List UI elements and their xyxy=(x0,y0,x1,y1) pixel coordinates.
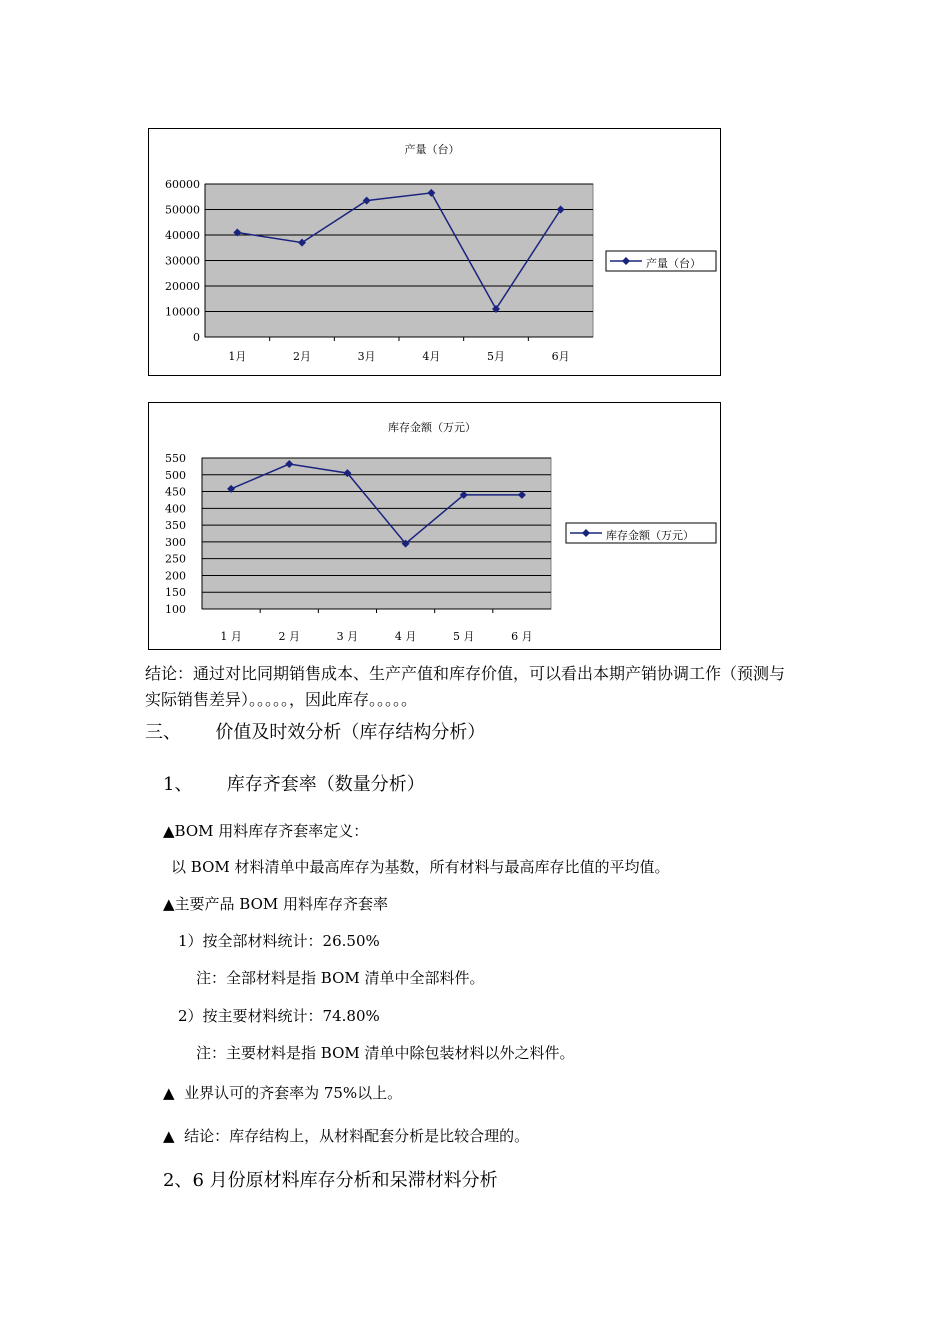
y-tick-label: 550 xyxy=(165,452,186,465)
chart-title: 库存金额（万元） xyxy=(388,421,476,434)
subsection-1-heading: 1、 库存齐套率（数量分析） xyxy=(163,774,425,795)
note-all-materials: 注：全部材料是指 BOM 清单中全部料件。 xyxy=(196,969,485,987)
y-tick-label: 150 xyxy=(165,586,186,600)
legend-label: 库存金额（万元） xyxy=(606,529,694,542)
inventory-value-chart xyxy=(148,402,721,650)
conclusion-line-2: 实际销售差异）。。。。。，因此库存。。。。。 xyxy=(145,690,418,709)
stat-main-materials: 2）按主要材料统计：74.80% xyxy=(178,1007,380,1025)
x-tick-label: 2 月 xyxy=(278,630,300,643)
y-tick-label: 250 xyxy=(165,552,186,566)
y-tick-label: 50000 xyxy=(165,203,200,217)
y-tick-label: 40000 xyxy=(165,229,200,242)
y-tick-label: 500 xyxy=(165,468,186,482)
x-tick-label: 5月 xyxy=(487,350,505,363)
definition-body: 以 BOM 材料清单中最高库存为基数，所有材料与最高库存比值的平均值。 xyxy=(171,858,670,876)
y-tick-label: 300 xyxy=(165,535,186,549)
conclusion-line-1: 结论：通过对比同期销售成本、生产产值和库存价值，可以看出本期产销协调工作（预测与 xyxy=(145,664,786,683)
note-main-materials: 注：主要材料是指 BOM 清单中除包装材料以外之料件。 xyxy=(196,1044,575,1062)
chart-title: 产量（台） xyxy=(404,143,460,156)
x-tick-label: 4 月 xyxy=(394,630,417,643)
y-tick-label: 100 xyxy=(165,603,186,616)
y-tick-label: 30000 xyxy=(165,254,200,268)
y-tick-label: 200 xyxy=(165,569,186,583)
x-tick-label: 4月 xyxy=(422,350,441,363)
x-tick-label: 6月 xyxy=(551,350,570,363)
section-3-heading: 三、 价值及时效分析（库存结构分析） xyxy=(145,722,486,743)
production-chart xyxy=(148,128,721,376)
inventory-value-chart-svg xyxy=(149,403,722,651)
x-tick-label: 2月 xyxy=(293,350,311,363)
structure-conclusion: ▲ 结论：库存结构上，从材料配套分析是比较合理的。 xyxy=(163,1127,530,1145)
x-tick-label: 1月 xyxy=(228,350,247,363)
production-chart-svg xyxy=(149,129,722,377)
x-tick-label: 3月 xyxy=(357,350,376,363)
y-tick-label: 450 xyxy=(165,485,186,499)
x-tick-label: 1 月 xyxy=(220,630,242,643)
legend-label: 产量（台） xyxy=(646,257,701,270)
x-tick-label: 3 月 xyxy=(336,630,359,643)
x-tick-label: 6 月 xyxy=(511,630,533,643)
definition-title: ▲BOM 用料库存齐套率定义： xyxy=(163,822,369,840)
y-tick-label: 20000 xyxy=(165,280,200,293)
y-tick-label: 60000 xyxy=(165,178,200,191)
main-products-title: ▲主要产品 BOM 用料库存齐套率 xyxy=(163,895,389,913)
y-tick-label: 350 xyxy=(165,519,186,533)
y-tick-label: 400 xyxy=(165,502,186,516)
industry-benchmark: ▲ 业界认可的齐套率为 75%以上。 xyxy=(163,1084,403,1102)
plot-area xyxy=(202,458,551,609)
y-tick-label: 10000 xyxy=(165,305,200,319)
subsection-2-heading: 2、6 月份原材料库存分析和呆滞材料分析 xyxy=(163,1170,498,1191)
x-tick-label: 5 月 xyxy=(453,630,475,643)
y-tick-label: 0 xyxy=(193,331,200,344)
stat-all-materials: 1）按全部材料统计：26.50% xyxy=(178,932,380,950)
